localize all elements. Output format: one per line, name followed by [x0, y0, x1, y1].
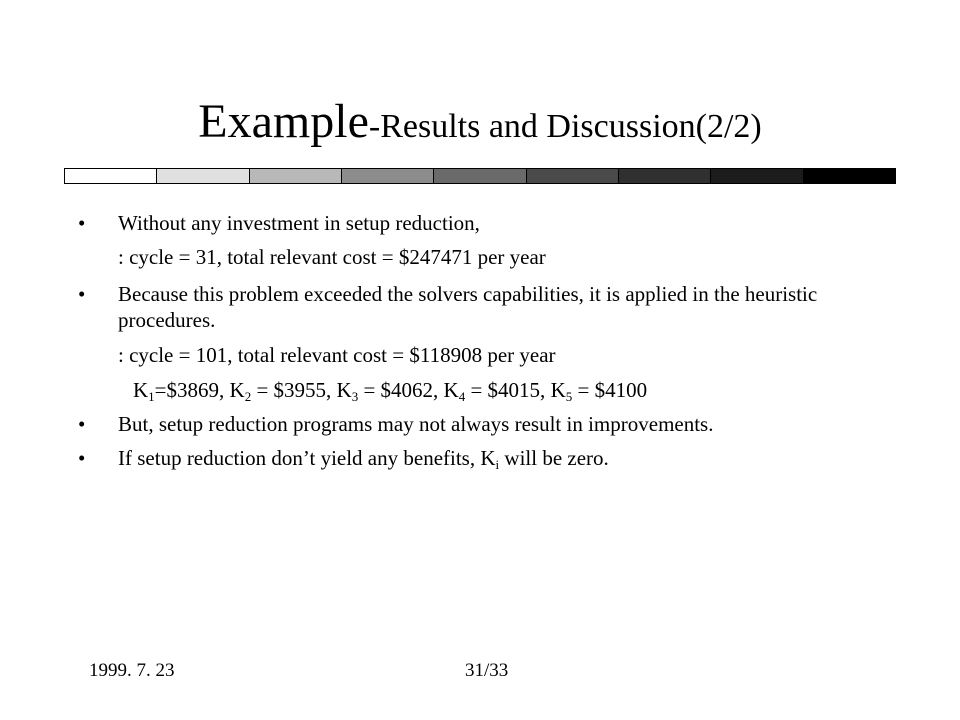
gradient-bar-segment — [249, 168, 342, 184]
bullet-not-always: • But, setup reduction programs may not always result in improvements. — [78, 411, 878, 437]
footer-date: 1999. 7. 23 — [89, 660, 175, 681]
slide-body — [78, 210, 878, 471]
bullet-no-investment: • Without any investment in setup reduction, — [78, 210, 878, 236]
page-number: 31/33 — [465, 660, 509, 681]
slide-title — [0, 96, 960, 149]
gradient-bar-segment — [341, 168, 434, 184]
gradient-bar-segment — [710, 168, 803, 184]
k-value: $K_5$ = $4100 — [550, 378, 648, 404]
bullet-heuristic: • Because this problem exceeded the solvers capabilities, it is applied in the heuristic procedures. — [78, 281, 878, 333]
k-values-line — [78, 377, 878, 403]
gradient-bar — [64, 168, 896, 184]
title-main: Example — [198, 95, 369, 148]
gradient-bar-segment — [156, 168, 249, 184]
title-sub: -Results and Discussion(2/2) — [368, 108, 762, 145]
k-value: $K_2$ = $3955, — [229, 378, 337, 404]
gradient-bar-segment — [803, 168, 896, 184]
k-value: $K_3$ = $4062, — [336, 378, 444, 404]
result-line-2: : cycle = 101, total relevant cost = $118908 per year — [118, 343, 556, 367]
k-value: $K_1=\$3869$, — [133, 378, 230, 404]
k-value: $K_4$ = $4015, — [443, 378, 551, 404]
gradient-bar-segment — [433, 168, 526, 184]
gradient-bar-segment — [526, 168, 619, 184]
gradient-bar-segment — [64, 168, 157, 184]
result-line-1: : cycle = 31, total relevant cost = $247471 per year — [118, 245, 546, 269]
bullet-zero-benefit: • If setup reduction don’t yield any benefits, $K_i$ will be zero. — [78, 445, 878, 471]
gradient-bar-segment — [618, 168, 711, 184]
